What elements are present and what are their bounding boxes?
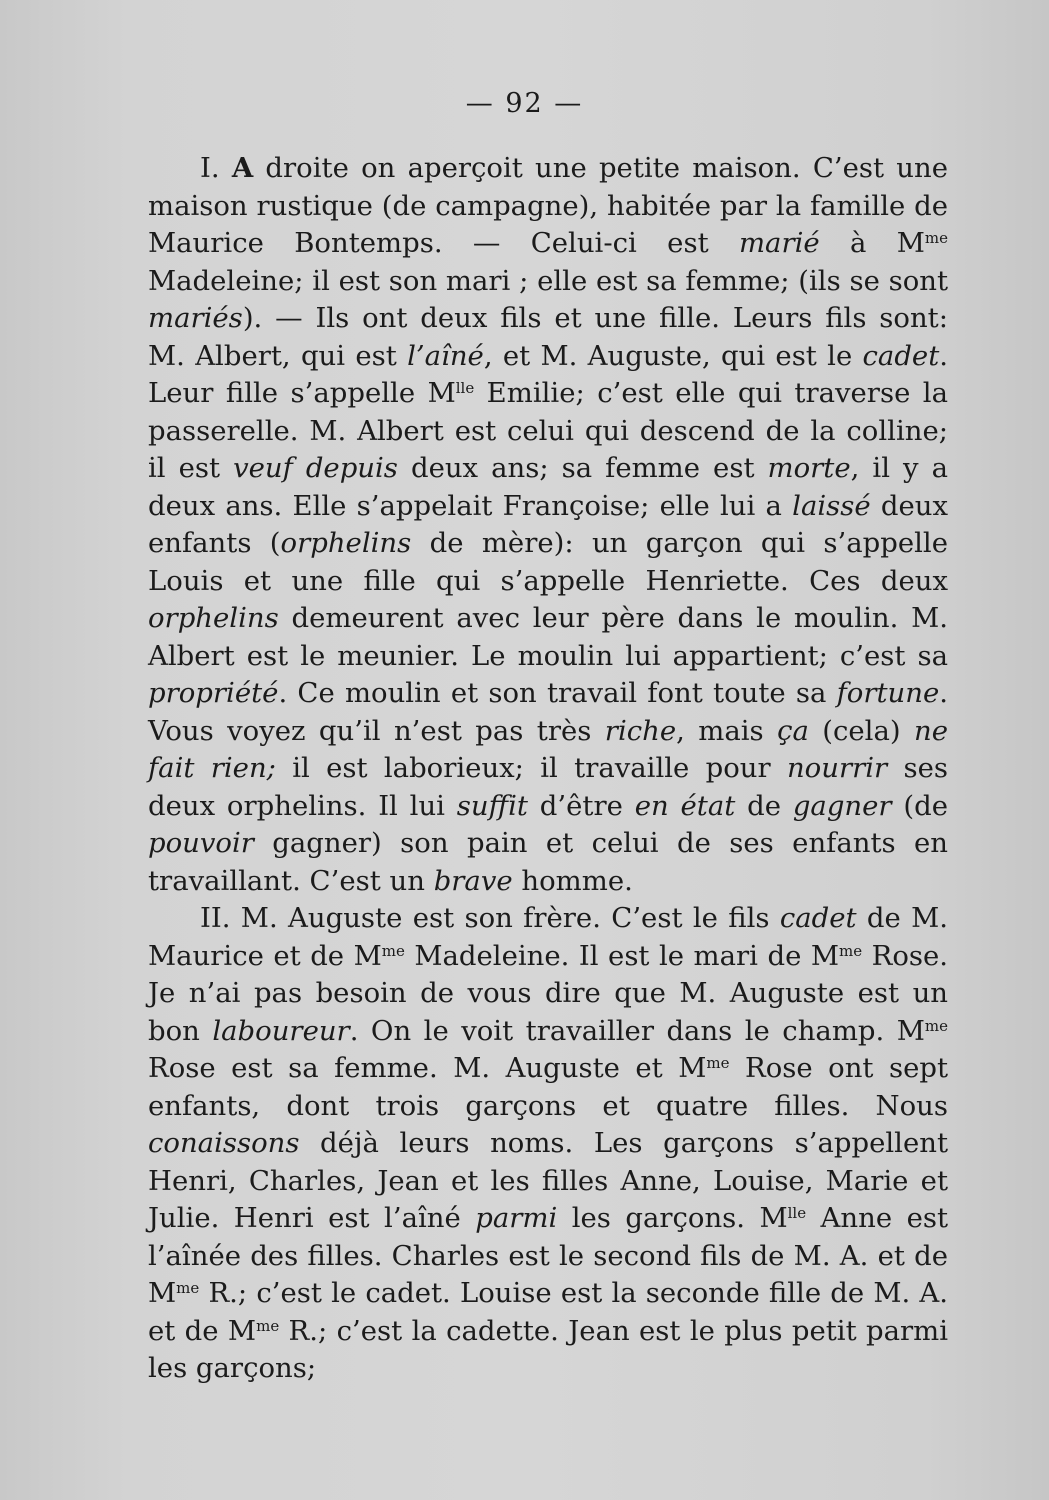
- page-number: — 92 —: [465, 88, 584, 119]
- text-run: . Ce moulin et son travail font toute sa: [278, 677, 837, 709]
- italic-term: brave: [433, 864, 513, 897]
- text-run: Madeleine; il est son mari ; elle est sa femme; (ils se sont: [148, 264, 949, 297]
- text-run: ). — Ils ont deux fils et une fille. Leurs fils sont: M. Albert, qui est: [148, 302, 948, 372]
- text-run: les garçons. M: [557, 1202, 788, 1234]
- italic-term: conaissons: [148, 1127, 300, 1159]
- italic-term: laboureur: [212, 1014, 350, 1047]
- text-run: deux enfants (: [148, 489, 948, 559]
- paragraph-II: [148, 900, 948, 1388]
- italic-term: laissé: [792, 489, 871, 522]
- text-run: . Vous voyez qu’il n’est pas très: [148, 677, 948, 747]
- bold-initial: A: [231, 152, 254, 184]
- italic-term: propriété: [148, 677, 279, 709]
- text-run: à M: [819, 227, 925, 259]
- italic-term: mariés: [148, 302, 243, 334]
- text-run: déjà leurs noms. Les garçons s’appellent Henri, Charles, Jean et les filles Anne, Louise, Marie et Julie. Henri est l’aîné: [148, 1127, 948, 1234]
- text-run: (de: [891, 789, 948, 822]
- text-run: , il y a deux ans. Elle s’appelait Françoise; elle lui a: [148, 452, 948, 522]
- italic-term: cadet: [862, 339, 940, 372]
- italic-term: l’aîné: [407, 339, 484, 372]
- text-run: Rose est sa femme. M. Auguste et M: [148, 1052, 707, 1084]
- text-run: (cela): [808, 714, 914, 747]
- italic-term: ne fait rien;: [148, 714, 948, 784]
- text-run: de: [735, 789, 793, 822]
- italic-term: suffit: [456, 789, 528, 822]
- text-run: Rose ont sept enfants, dont trois garçons et quatre filles. Nous: [148, 1052, 948, 1122]
- italic-term: pouvoir: [148, 827, 254, 859]
- text-run: Madeleine. Il est le mari de M: [404, 939, 839, 972]
- text-run: demeurent avec leur père dans le moulin. M. Albert est le meunier. Le moulin lui appartient; c’est sa: [148, 602, 948, 672]
- paragraph-I: [148, 150, 948, 900]
- italic-term: cadet: [779, 902, 857, 934]
- text-run: droite on aperçoit une petite maison. C’est une maison rustique (de campagne), habitée par la famille de Maurice Bontemps. — Celui-ci est: [148, 152, 948, 259]
- text-run: d’être: [527, 789, 635, 822]
- text-run: Anne est l’aînée des filles. Charles est le second fils de M. A. et de M: [148, 1202, 949, 1309]
- italic-term: ça: [777, 714, 809, 747]
- title-abbrev-sup: me: [924, 229, 948, 247]
- title-abbrev-sup: me: [924, 1016, 948, 1035]
- text-run: , mais: [676, 714, 778, 747]
- title-abbrev-sup: me: [706, 1054, 730, 1072]
- body-text: [148, 150, 948, 1388]
- italic-term: nourrir: [786, 752, 888, 784]
- italic-term: orphelins: [280, 527, 412, 559]
- text-run: ses deux orphelins. Il lui: [148, 752, 948, 822]
- text-run: deux ans; sa femme est: [397, 452, 768, 484]
- text-run: , et M. Auguste, qui est le: [483, 339, 863, 372]
- italic-term: riche: [604, 714, 677, 747]
- italic-term: parmi: [475, 1202, 558, 1234]
- text-run: I.: [200, 152, 232, 184]
- text-run: R.; c’est la cadette. Jean est le plus petit parmi les garçons;: [148, 1314, 948, 1384]
- italic-term: fortune: [836, 677, 940, 709]
- title-abbrev-sup: me: [839, 941, 863, 960]
- title-abbrev-sup: me: [256, 1316, 280, 1335]
- italic-term: marié: [738, 227, 820, 259]
- text-run: il est laborieux; il travaille pour: [275, 752, 787, 784]
- text-run: . Leur fille s’appelle M: [148, 339, 948, 409]
- italic-term: veuf depuis: [233, 452, 398, 484]
- italic-term: gagner: [792, 789, 892, 822]
- title-abbrev-sup: lle: [455, 379, 475, 397]
- text-run: gagner) son pain et celui de ses enfants en travaillant. C’est un: [148, 827, 948, 897]
- title-abbrev-sup: me: [381, 941, 405, 960]
- italic-term: en état: [634, 789, 736, 822]
- text-run: R.; c’est le cadet. Louise est la seconde fille de M. A. et de M: [148, 1277, 948, 1347]
- text-run: Emilie; c’est elle qui traverse la passerelle. M. Albert est celui qui descend de la colline; il est: [148, 377, 948, 484]
- text-run: Rose. Je n’ai pas besoin de vous dire que M. Auguste est un bon: [148, 939, 948, 1047]
- text-run: II. M. Auguste est son frère. C’est le fils: [200, 902, 780, 934]
- title-abbrev-sup: lle: [787, 1204, 807, 1222]
- text-run: de mère): un garçon qui s’appelle Louis et une fille qui s’appelle Henriette. Ces deux: [148, 527, 948, 597]
- italic-term: orphelins: [148, 602, 279, 634]
- text-run: . On le voit travailler dans le champ. M: [349, 1014, 925, 1047]
- text-run: homme.: [512, 864, 633, 897]
- title-abbrev-sup: me: [176, 1279, 200, 1297]
- italic-term: morte: [767, 452, 851, 484]
- text-run: de M. Maurice et de M: [148, 902, 949, 972]
